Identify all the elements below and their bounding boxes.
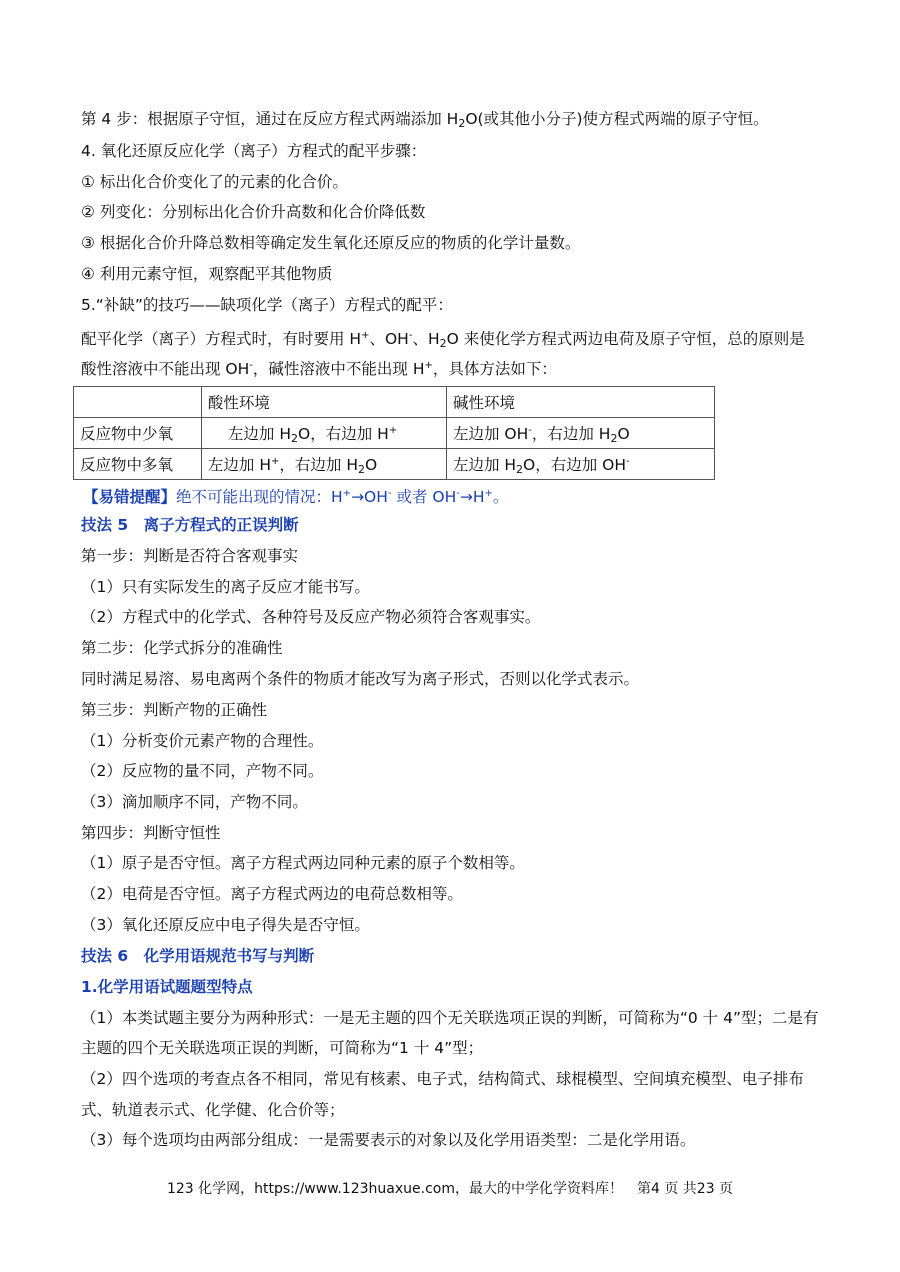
table-header-cell: 酸性环境 <box>201 387 446 418</box>
technique6-line: 式、轨道表示式、化学健、化合价等； <box>81 1101 345 1119</box>
technique6-line: （3）每个选项均由两部分组成：一是需要表示的对象以及化学用语类型：二是化学用语。 <box>81 1131 696 1149</box>
technique5-heading: 技法 5 离子方程式的正误判断 <box>81 516 299 534</box>
superscript: - <box>249 360 253 371</box>
table-cell-base <box>446 418 714 449</box>
superscript: + <box>342 488 352 499</box>
subscript: 2 <box>458 117 466 130</box>
table-row <box>74 418 715 449</box>
text: O 来使化学方程式两边电荷及原子守恒，总的原则是 <box>446 330 805 348</box>
text: →OH <box>351 488 388 506</box>
table-cell-acid <box>201 418 446 449</box>
section5-title: 5.“补缺”的技巧——缺项化学（离子）方程式的配平： <box>81 296 453 314</box>
section5-para-1 <box>81 325 821 355</box>
superscript: + <box>388 424 398 436</box>
text: 左边加 H <box>452 455 517 474</box>
text: 或者 OH <box>391 488 457 506</box>
technique6-heading: 技法 6 化学用语规范书写与判断 <box>81 947 315 965</box>
section4-title: 4. 氧化还原反应化学（离子）方程式的配平步骤： <box>81 142 427 160</box>
step4-line <box>81 108 821 135</box>
environment-table <box>73 386 715 480</box>
technique5-line: （2）反应物的量不同，产物不同。 <box>81 762 324 780</box>
subscript: 2 <box>358 462 365 476</box>
technique5-line: （1）只有实际发生的离子反应才能书写。 <box>81 578 370 596</box>
text: ，右边加 H <box>531 424 611 443</box>
text: 。 <box>492 488 509 506</box>
superscript: + <box>271 455 280 467</box>
table-cell-label: 反应物中少氧 <box>74 418 202 449</box>
subscript: 2 <box>291 431 299 445</box>
section4-item-2: ② 列变化：分别标出化合价升高数和化合价降低数 <box>81 203 426 221</box>
technique5-line: 第一步：判断是否符合客观事实 <box>81 547 299 565</box>
superscript: - <box>456 488 460 499</box>
text: ，具体方法如下： <box>432 360 557 378</box>
warning-note <box>83 483 823 508</box>
text: O，右边加 H <box>298 424 389 443</box>
superscript: - <box>387 488 392 499</box>
technique5-line: （1）分析变价元素产物的合理性。 <box>81 732 324 750</box>
technique6-line: 主题的四个无关联选项正误的判断，可简称为“1 十 4”型； <box>81 1039 484 1057</box>
technique5-line: （3）滴加顺序不同，产物不同。 <box>81 793 308 811</box>
technique6-line: （1）本类试题主要分为两种形式：一是无主题的四个无关联选项正误的判断，可简称为“0 十 4”型；二是有 <box>81 1009 819 1027</box>
table-cell-label: 反应物中多氧 <box>74 449 202 480</box>
technique5-line: （2）方程式中的化学式、各种符号及反应产物必须符合客观事实。 <box>81 608 541 626</box>
superscript: + <box>361 330 370 341</box>
text: ，碱性溶液中不能出现 H <box>252 360 425 378</box>
section4-item-4: ④ 利用元素守恒，观察配平其他物质 <box>81 265 333 283</box>
technique5-line: 第四步：判断守恒性 <box>81 824 221 842</box>
table-cell-base <box>446 449 714 480</box>
section4-item-1: ① 标出化合价变化了的元素的化合价。 <box>81 173 348 191</box>
technique5-line: （1）原子是否守恒。离子方程式两边同种元素的原子个数相等。 <box>81 854 525 872</box>
text: ，右边加 H <box>279 455 358 474</box>
text: O(或其他小分子)使方程式两端的原子守恒。 <box>465 110 769 128</box>
warning-tag: 【易错提醒】 <box>83 488 177 506</box>
page-footer: 123 化学网，https://www.123huaxue.com，最大的中学化学资料库！ 第4 页 共23 页 <box>166 1181 734 1197</box>
technique5-line: 第三步：判断产物的正确性 <box>81 701 268 719</box>
text: 配平化学（离子）方程式时，有时要用 H <box>81 330 362 348</box>
table-cell-acid <box>201 449 446 480</box>
text: 酸性溶液中不能出现 OH <box>81 360 250 378</box>
superscript: - <box>408 330 413 341</box>
text: 左边加 H <box>227 424 292 443</box>
table-header-cell <box>74 387 202 418</box>
text: 、H <box>412 330 440 348</box>
superscript: + <box>484 488 493 499</box>
subscript: 2 <box>439 337 447 350</box>
table-row <box>74 449 715 480</box>
superscript: + <box>424 360 433 371</box>
text: 左边加 OH <box>452 424 529 443</box>
text: →H <box>459 488 485 506</box>
technique6-line: （2）四个选项的考查点各不相同，常见有核素、电子式，结构简式、球棍模型、空间填充模型、电子排布 <box>81 1070 804 1088</box>
subscript: 2 <box>516 462 524 476</box>
subscript: 2 <box>610 431 618 445</box>
text: 绝不可能出现的情况：H <box>176 488 343 506</box>
section5-para-2 <box>81 355 821 380</box>
text: 左边加 H <box>207 455 272 474</box>
table-header-cell: 碱性环境 <box>446 387 714 418</box>
technique5-line: （3）氧化还原反应中电子得失是否守恒。 <box>81 916 370 934</box>
section4-item-3: ③ 根据化合价升降总数相等确定发生氧化还原反应的物质的化学计量数。 <box>81 234 581 252</box>
text: O <box>365 455 378 474</box>
text: 、OH <box>369 330 409 348</box>
superscript: - <box>528 424 532 436</box>
technique5-line: （2）电荷是否守恒。离子方程式两边的电荷总数相等。 <box>81 885 463 903</box>
text: O，右边加 OH <box>523 455 627 474</box>
technique5-line: 同时满足易溶、易电离两个条件的物质才能改写为离子形式，否则以化学式表示。 <box>81 670 640 688</box>
text: 第 4 步：根据原子守恒，通过在反应方程式两端添加 H <box>81 110 459 128</box>
table-header-row <box>74 387 715 418</box>
text: O <box>617 424 630 443</box>
superscript: - <box>626 455 630 467</box>
technique5-line: 第二步：化学式拆分的准确性 <box>81 639 283 657</box>
technique6-subheading: 1.化学用语试题题型特点 <box>81 978 253 996</box>
